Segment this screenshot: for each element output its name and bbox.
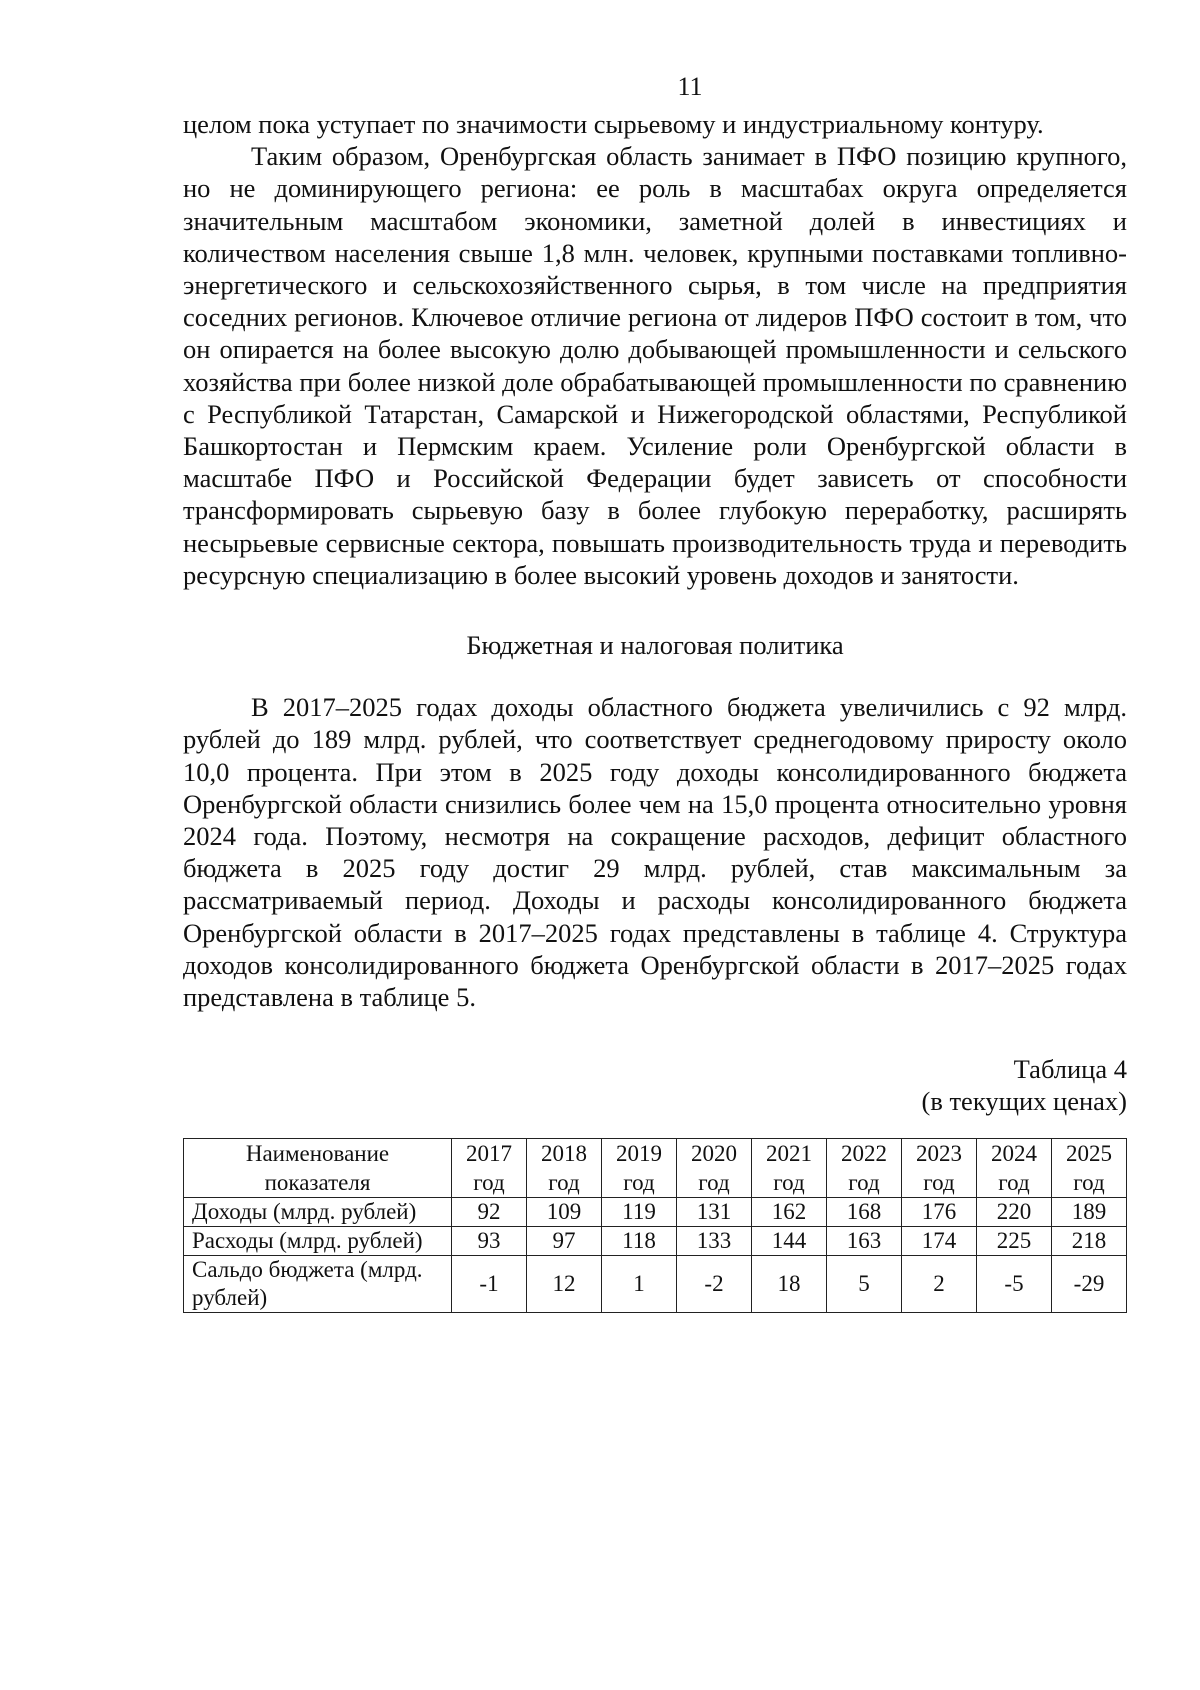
header-year: 2021 год	[752, 1138, 827, 1197]
table-cell: 93	[452, 1226, 527, 1255]
header-year: 2018 год	[527, 1138, 602, 1197]
table-row-balance	[184, 1255, 1127, 1312]
row-label: Сальдо бюджета (млрд. рублей)	[184, 1255, 452, 1312]
table-cell: 218	[1052, 1226, 1127, 1255]
table-cell: 144	[752, 1226, 827, 1255]
paragraph-budget: В 2017–2025 годах доходы областного бюджета увеличились с 92 млрд. рублей до 189 млрд. рублей, что соответствует среднегодовому приросту около 10,0 процента. При этом в 2025 году доходы консолидированного бюджета Оренбургской области снизились более чем на 15,0 процента относительно уровня 2024 года. Поэтому, несмотря на сокращение расходов, дефицит областного бюджета в 2025 году достиг 29 млрд. рублей, став максимальным за рассматриваемый период. Доходы и расходы консолидированного бюджета Оренбургской области в 2017–2025 годах представлены в таблице 4. Структура доходов консолидированного бюджета Оренбургской области в 2017–2025 годах представлена в таблице 5.	[183, 692, 1127, 1013]
header-year: 2022 год	[827, 1138, 902, 1197]
table-cell: 133	[677, 1226, 752, 1255]
table-cell: 174	[902, 1226, 977, 1255]
table-cell: 118	[602, 1226, 677, 1255]
header-year: 2020 год	[677, 1138, 752, 1197]
table-cell: 1	[602, 1255, 677, 1312]
table-cell: 97	[527, 1226, 602, 1255]
paragraph-continuation: целом пока уступает по значимости сырьевому и индустриальному контуру.	[183, 109, 1044, 139]
header-year: 2025 год	[1052, 1138, 1127, 1197]
table-header-row	[184, 1138, 1127, 1197]
header-year: 2024 год	[977, 1138, 1052, 1197]
paragraph-pfo-role: Таким образом, Оренбургская область занимает в ПФО позицию крупного, но не доминирующего региона: ее роль в масштабах округа определяется значительным масштабом экономики, заметной долей в инвестициях и количеством населения свыше 1,8 млн. человек, крупными поставками топливно-энергетического и сельскохозяйственного сырья, в том числе на предприятия соседних регионов. Ключевое отличие региона от лидеров ПФО состоит в том, что он опирается на более высокую долю добывающей промышленности и сельского хозяйства при более низкой доле обрабатывающей промышленности по сравнению с Республикой Татарстан, Самарской и Нижегородской областями, Республикой Башкортостан и Пермским краем. Усиление роли Оренбургской области в масштабе ПФО и Российской Федерации будет зависеть от способности трансформировать сырьевую базу в более глубокую переработку, расширять несырьевые сервисные сектора, повышать производительность труда и переводить ресурсную специализацию в более высокий уровень доходов и занятости.	[183, 141, 1127, 590]
table-cell: -5	[977, 1255, 1052, 1312]
row-label: Расходы (млрд. рублей)	[184, 1226, 452, 1255]
table-caption: Таблица 4	[1013, 1054, 1127, 1085]
budget-table	[183, 1138, 1127, 1313]
table-cell: 92	[452, 1197, 527, 1226]
table-cell: 176	[902, 1197, 977, 1226]
table-cell: -1	[452, 1255, 527, 1312]
header-year: 2017 год	[452, 1138, 527, 1197]
table-cell: 12	[527, 1255, 602, 1312]
table-cell: 225	[977, 1226, 1052, 1255]
header-year: 2023 год	[902, 1138, 977, 1197]
table-cell: 163	[827, 1226, 902, 1255]
table-cell: 109	[527, 1197, 602, 1226]
table-unit: (в текущих ценах)	[921, 1086, 1127, 1117]
table-cell: 2	[902, 1255, 977, 1312]
table-cell: 162	[752, 1197, 827, 1226]
section-title: Бюджетная и налоговая политика	[466, 630, 844, 661]
document-body	[183, 108, 1127, 1313]
table-cell: 119	[602, 1197, 677, 1226]
table-cell: 131	[677, 1197, 752, 1226]
table-cell: -2	[677, 1255, 752, 1312]
table-cell: 189	[1052, 1197, 1127, 1226]
table-row-expenses	[184, 1226, 1127, 1255]
table-cell: 18	[752, 1255, 827, 1312]
page-number: 11	[677, 72, 703, 101]
table-cell: -29	[1052, 1255, 1127, 1312]
header-indicator-name: Наименование показателя	[184, 1138, 452, 1197]
table-row-revenue	[184, 1197, 1127, 1226]
row-label: Доходы (млрд. рублей)	[184, 1197, 452, 1226]
table-cell: 220	[977, 1197, 1052, 1226]
table-cell: 5	[827, 1255, 902, 1312]
header-year: 2019 год	[602, 1138, 677, 1197]
table-cell: 168	[827, 1197, 902, 1226]
